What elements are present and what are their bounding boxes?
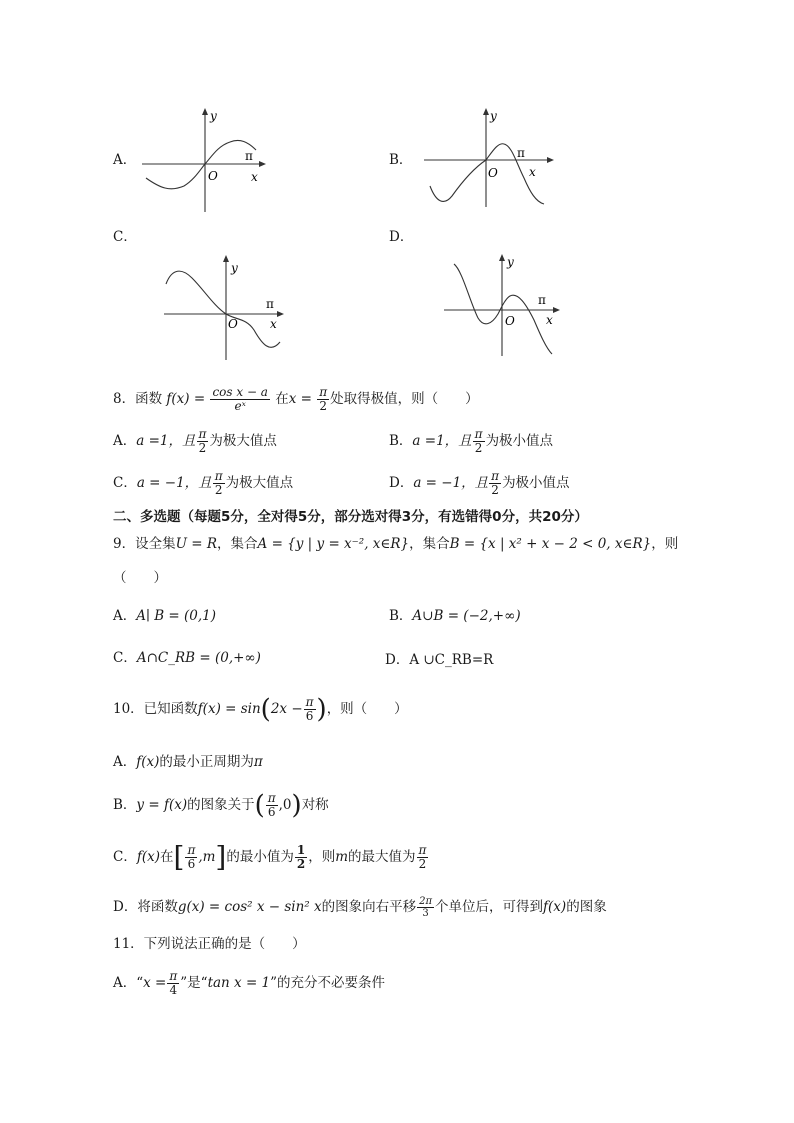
q8-option-a[interactable]: A．a =1，且 $\frac{\pi}{2}$ 为极大值点: [113, 427, 277, 455]
x-arrow-icon: [259, 161, 266, 167]
x-eq: x =: [288, 391, 312, 407]
pi-label: π: [538, 293, 546, 307]
curve-d: [454, 264, 552, 354]
y-label: y: [507, 255, 514, 269]
q7-graph-a: [138, 106, 268, 216]
section-heading-multi-choice: 二、多选题（每题5分，全对得5分，部分选对得3分，有选错得0分，共20分）: [113, 509, 588, 525]
q7-graph-b: [420, 106, 560, 211]
q8-stem: [113, 386, 479, 413]
q7-graph-c: [160, 254, 290, 364]
x-label: x: [546, 313, 553, 327]
function-f: f(x) = sin: [197, 701, 261, 717]
q8-option-c[interactable]: C．a = −1，且 $\frac{\pi}{2}$ 为极大值点: [113, 469, 294, 497]
stem-tail: 处取得极值，则（ ）: [330, 391, 479, 407]
q7-graph-d: [440, 252, 570, 362]
y-arrow-icon: [483, 108, 489, 115]
q7-option-a-label[interactable]: A．: [113, 152, 137, 168]
q11-option-a[interactable]: A．“x = $\frac{\pi}{4}$ ”是“tan x = 1”的充分不必要条件: [113, 969, 386, 997]
q7-option-b-label[interactable]: B．: [389, 152, 413, 168]
y-arrow-icon: [202, 108, 208, 115]
text-at: 在: [275, 391, 289, 407]
q10-option-b[interactable]: B．y = f(x)的图象关于( $\frac{\pi}{6}$ ,0)对称: [113, 790, 329, 821]
q9-stem: 9．设全集U = R，集合A = {y | y = x⁻², x∈R}，集合B = {x | x² + x − 2 < 0, x∈R}，则: [113, 536, 679, 552]
q8-fraction: [210, 386, 270, 413]
q7-option-c-label[interactable]: C．: [113, 229, 137, 245]
curve-b: [430, 144, 544, 204]
x-label: x: [270, 317, 277, 331]
pi-label: π: [517, 146, 525, 160]
origin-label: O: [505, 314, 515, 328]
origin-label: O: [228, 317, 238, 331]
q8-option-b[interactable]: B．a =1，且 $\frac{\pi}{2}$ 为极小值点: [389, 427, 554, 455]
q9-option-b[interactable]: B．A∪B = (−2,+∞): [389, 608, 521, 624]
q10-option-a[interactable]: A．f(x)的最小正周期为π: [113, 754, 263, 770]
q11-stem: 11．下列说法正确的是（ ）: [113, 936, 306, 952]
y-label: y: [490, 109, 497, 123]
q9-option-a[interactable]: A．A∣ B = (0,1): [113, 608, 217, 624]
q7-option-d-label[interactable]: D．: [389, 229, 414, 245]
x-label: x: [251, 170, 258, 184]
y-label: y: [231, 261, 238, 275]
curve-a: [146, 140, 256, 188]
y-label: y: [210, 109, 217, 123]
q10-option-c[interactable]: C．f(x)在[ $\frac{\pi}{6}$ ,m]的最小值为 $\frac{1}{2}$ ，则m的最大值为 $\frac{\pi}{2}$: [113, 840, 427, 874]
q9-option-c[interactable]: C．A∩C_RB = (0,+∞): [113, 650, 261, 666]
q10-stem: 10．已知函数f(x) = sin(2x − $\frac{\pi}{6}$ )，则（ ）: [113, 694, 408, 725]
universal-set: U = R: [175, 536, 218, 552]
denominator: eˣ: [234, 399, 246, 413]
question-number: 8．函数: [113, 391, 163, 407]
y-arrow-icon: [499, 254, 505, 261]
q9-option-d[interactable]: D．A ∪C_RB=R: [385, 652, 494, 668]
origin-label: O: [208, 169, 218, 183]
set-b: B = {x | x² + x − 2 < 0, x∈R}: [449, 536, 652, 552]
y-arrow-icon: [223, 255, 229, 262]
x-arrow-icon: [547, 157, 554, 163]
set-a: A = {y | y = x⁻², x∈R}: [257, 536, 410, 552]
curve-c: [166, 271, 280, 347]
x-arrow-icon: [553, 307, 560, 313]
function-lhs: f(x) =: [166, 391, 206, 407]
q10-option-d[interactable]: D．将函数g(x) = cos² x − sin² x的图象向右平移 $\frac{2\pi}{3}$ 个单位后，可得到f(x)的图象: [113, 896, 607, 919]
q8-option-d[interactable]: D．a = −1，且 $\frac{\pi}{2}$ 为极小值点: [389, 469, 570, 497]
pi-label: π: [266, 297, 274, 311]
pi-label: π: [245, 149, 253, 163]
x-label: x: [529, 165, 536, 179]
x-arrow-icon: [277, 311, 284, 317]
pi-over-2: $\frac{\pi}{2}$: [319, 385, 328, 413]
numerator: cos x − a: [212, 385, 268, 399]
q9-answer-paren: （ ）: [113, 570, 167, 586]
origin-label: O: [488, 166, 498, 180]
